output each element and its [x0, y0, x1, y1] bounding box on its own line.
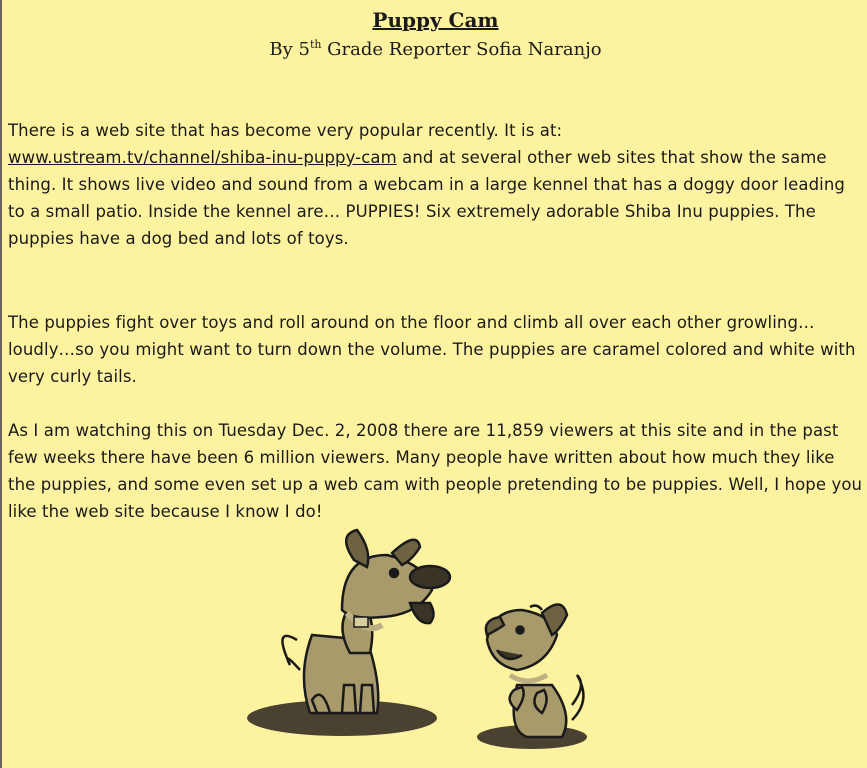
small-dog [486, 604, 584, 737]
paragraph-1 [8, 117, 866, 252]
website-link[interactable]: www.ustream.tv/channel/shiba-inu-puppy-cam [8, 148, 397, 167]
big-dog [282, 530, 450, 713]
paragraph-1-body: and at several other web sites that show the same thing. It shows live video and sound from a webcam in a large kennel that has a doggy door leading to a small patio. Inside the kennel are… PUPPIES! Six extremely adorable Shiba Inu puppies. The puppies have a dog bed and lots of toys. [8, 148, 845, 248]
article-title: Puppy Cam [372, 8, 499, 32]
paragraph-2: The puppies fight over toys and roll around on the floor and climb all over each other growling…loudly…so you might want to turn down the volume. The puppies are caramel colored and white with very curly tails. [8, 313, 856, 386]
byline-rest: Grade Reporter Sofia Naranjo [321, 39, 602, 60]
byline-prefix: By 5 [269, 39, 310, 60]
paragraph-3: As I am watching this on Tuesday Dec. 2, 2008 there are 11,859 viewers at this site and in the past few weeks there have been 6 million viewers. Many people have written about how much they like the puppies, and some even set up a web cam with people pretending to be puppies. Well, I hope you like the web site because I know I do! [8, 421, 863, 521]
byline-ordinal-suffix: th [309, 38, 322, 51]
paragraph-1-intro: There is a web site that has become very popular recently. It is at: [8, 121, 563, 140]
cartoon-dogs-illustration [242, 525, 592, 765]
article-byline [2, 38, 867, 60]
